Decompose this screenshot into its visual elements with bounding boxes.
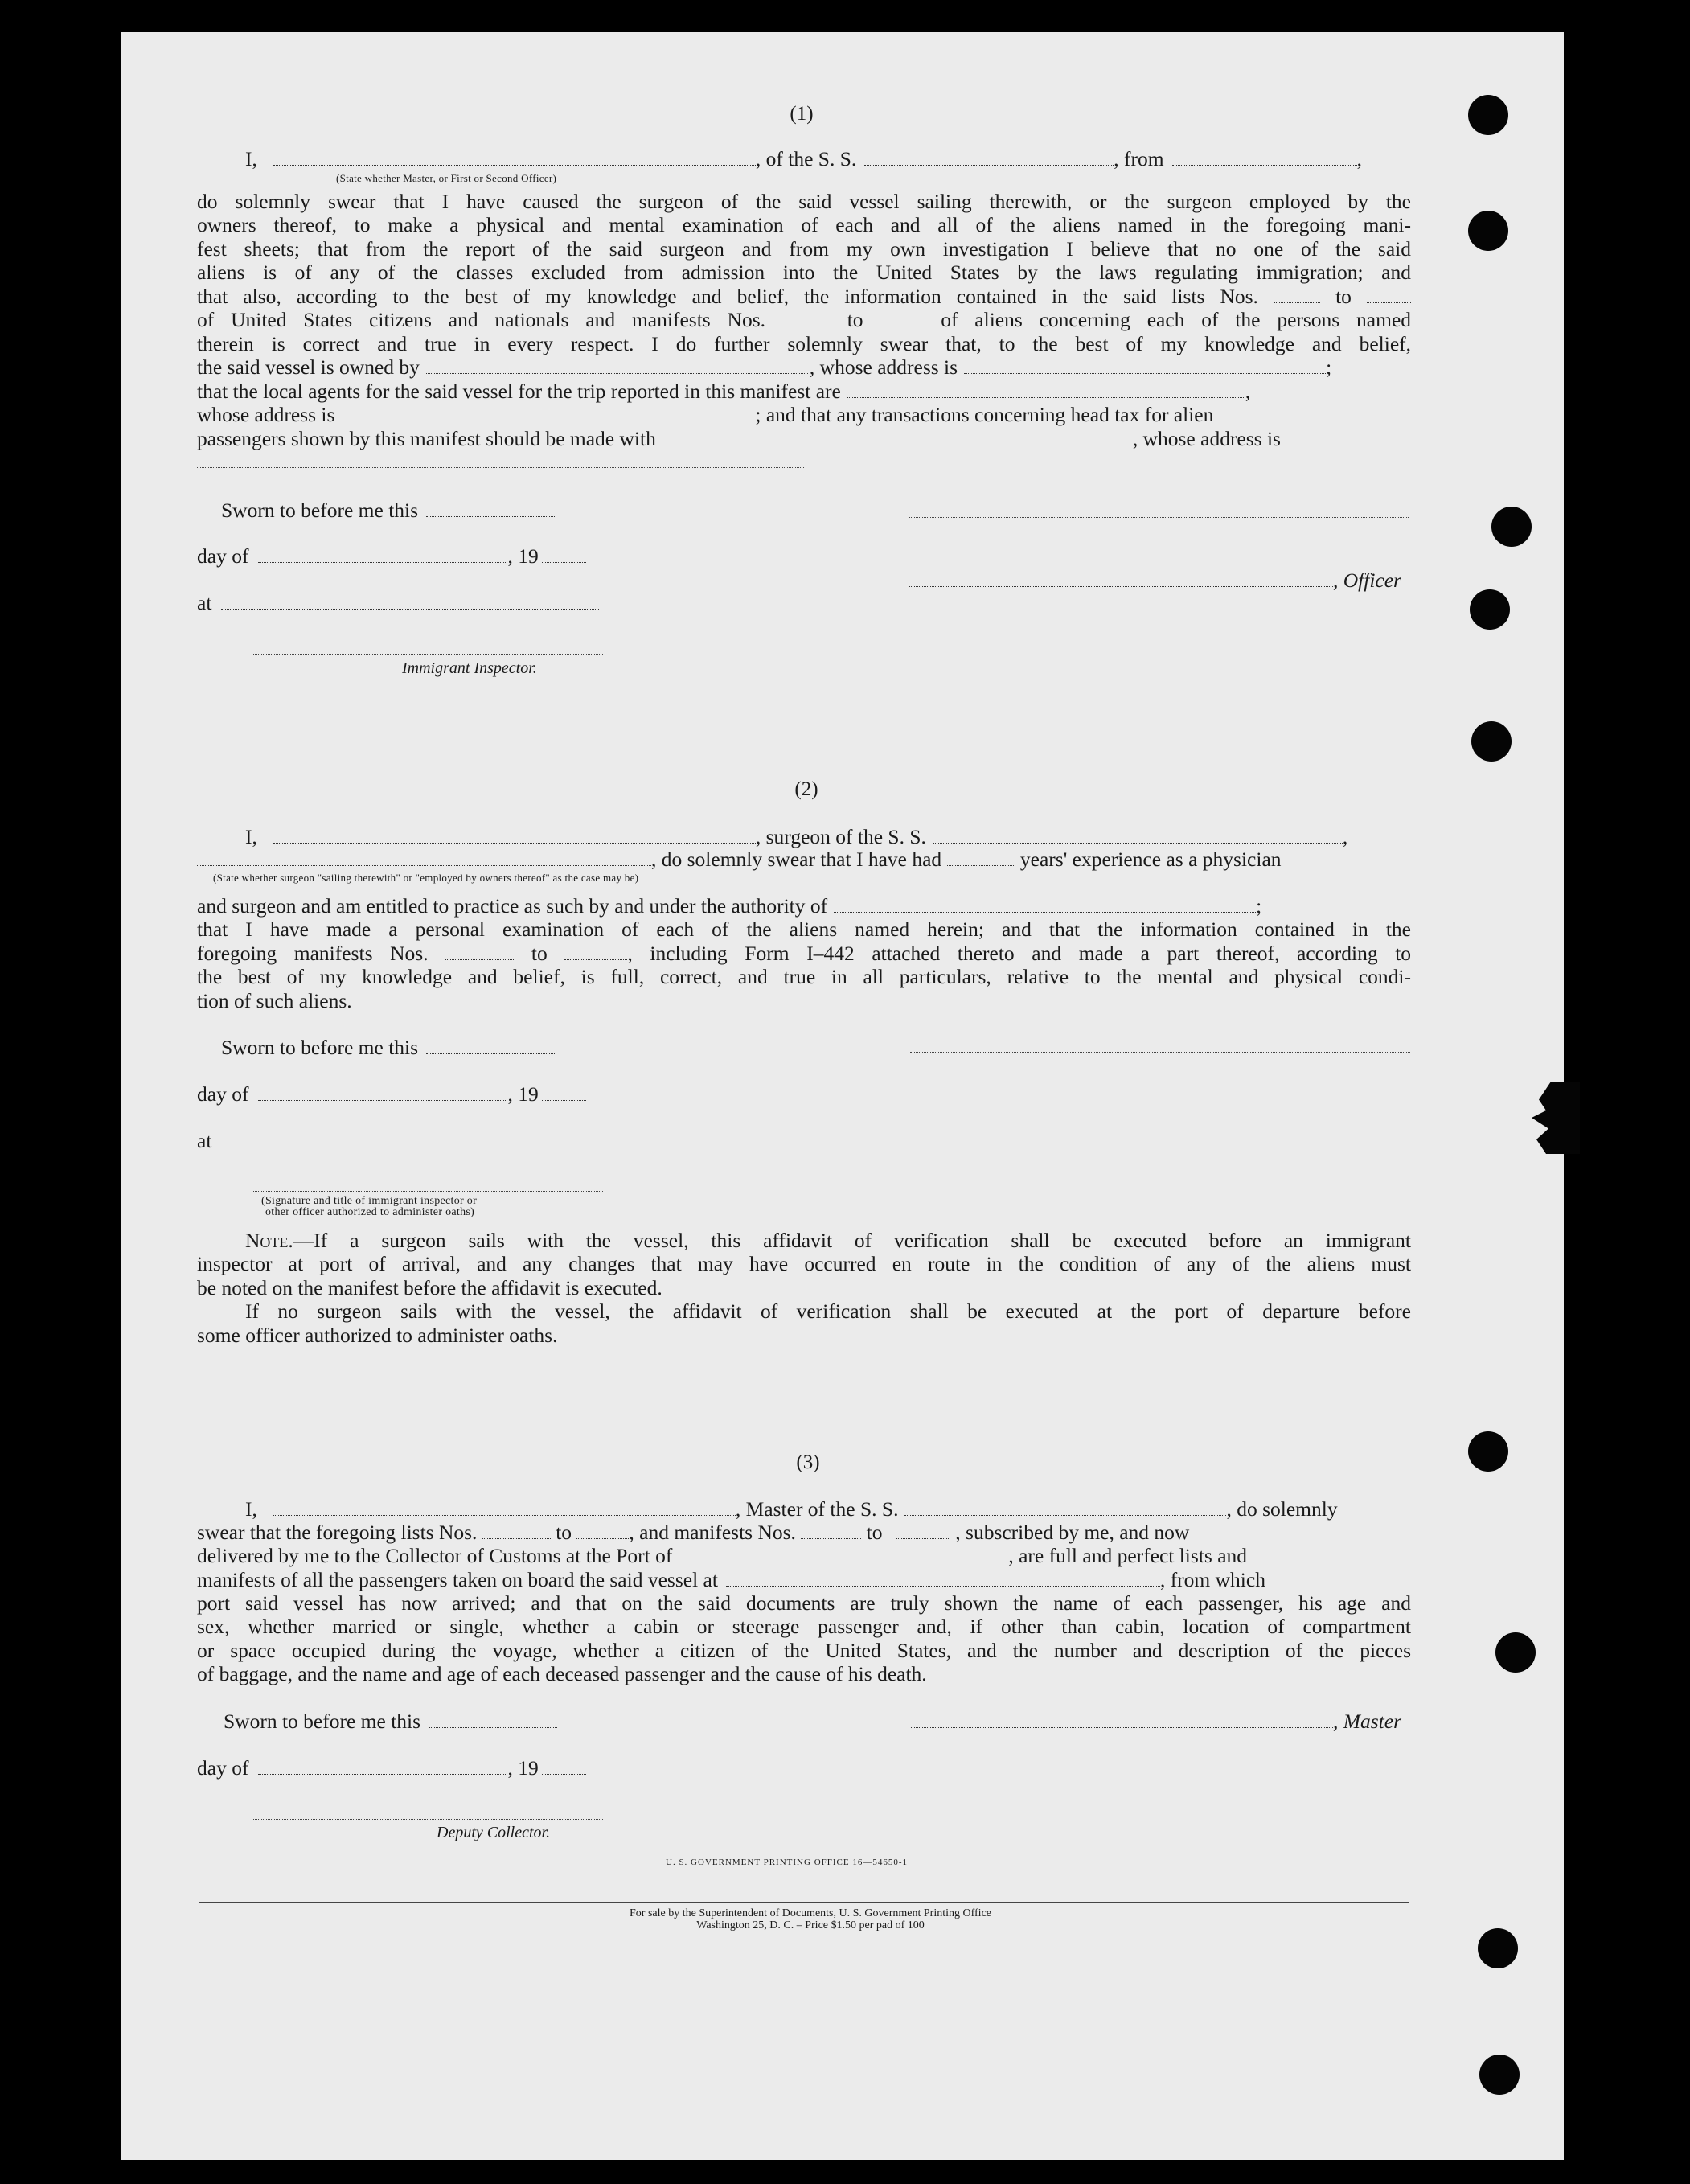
s3-text: sex, whether married or single, whether a cabin or steerage passenger and, if other than cabin, location of compartment xyxy=(197,1615,1411,1638)
binder-hole xyxy=(1479,2055,1520,2095)
section-1-number: (1) xyxy=(790,103,814,125)
s1-text: therein is correct and true in every respect. I do further solemnly swear that, to the best of my knowledge and belief, xyxy=(197,332,1411,355)
s2-at: at xyxy=(197,1129,599,1153)
s2-text: and surgeon and am entitled to practice as such by and under the authority of ; xyxy=(197,894,1262,918)
s1-inspector-line xyxy=(253,654,603,655)
s2-sig-caption: (Signature and title of immigrant inspector or xyxy=(261,1195,478,1207)
section-2-number: (2) xyxy=(794,778,818,800)
s1-text: that the local agents for the said vessel for the trip reported in this manifest are , xyxy=(197,380,1251,403)
s2-note: If no surgeon sails with the vessel, the affidavit of verification shall be executed at the port of departure before xyxy=(245,1299,1411,1323)
s3-line-2: swear that the foregoing lists Nos. to , and manifests Nos. to , subscribed by me, and now xyxy=(197,1521,1190,1544)
s3-text: port said vessel has now arrived; and that on the said documents are truly shown the name of each passenger, his age and xyxy=(197,1591,1411,1615)
s2-line-1: I, , surgeon of the S. S. , xyxy=(245,825,1348,848)
s1-text: aliens is of any of the classes excluded from admission into the United States by the laws regulating immigration; and xyxy=(197,261,1411,284)
s2-inspector-line xyxy=(253,1191,603,1192)
s3-line-4: manifests of all the passengers taken on board the said vessel at , from which xyxy=(197,1568,1265,1591)
s3-sworn: Sworn to before me this xyxy=(224,1710,557,1734)
s1-text: that also, according to the best of my knowledge and belief, the information contained in the said lists Nos. to xyxy=(197,285,1411,309)
s3-line-1: I, , Master of the S. S. , do solemnly xyxy=(245,1497,1338,1521)
s1-continuation-line xyxy=(197,467,804,468)
s1-text: owners thereof, to make a physical and mental examination of each and all of the aliens named in the foregoing mani- xyxy=(197,213,1411,236)
s1-sworn: Sworn to before me this xyxy=(221,499,555,523)
s2-text: tion of such aliens. xyxy=(197,989,352,1012)
s3-line-3: delivered by me to the Collector of Customs at the Port of , are full and perfect lists and xyxy=(197,1544,1248,1567)
s1-caption: (State whether Master, or First or Second Officer) xyxy=(336,172,557,184)
s1-text: of United States citizens and nationals and manifests Nos. to of aliens concerning each of the persons named xyxy=(197,308,1412,331)
binder-hole xyxy=(1471,721,1512,762)
s2-sworn: Sworn to before me this xyxy=(221,1036,555,1060)
s1-day-of: day of , 19 xyxy=(197,544,586,569)
s3-deputy-label: Deputy Collector. xyxy=(437,1824,551,1841)
gpo-imprint: U. S. GOVERNMENT PRINTING OFFICE 16—54650-1 xyxy=(666,1858,909,1867)
s2-caption: (State whether surgeon "sailing therewith" or "employed by owners thereof" as the case may be) xyxy=(213,872,639,884)
binder-hole xyxy=(1495,1632,1536,1673)
s2-line-2: , do solemnly swear that I have had years' experience as a physician xyxy=(197,848,1282,872)
section-3-number: (3) xyxy=(796,1451,820,1473)
binder-hole xyxy=(1470,589,1510,630)
s2-note: Note.—If a surgeon sails with the vessel, this affidavit of verification shall be executed before an immigrant xyxy=(245,1229,1411,1252)
s1-text: fest sheets; that from the report of the said surgeon and from my own investigation I believe that no one of the said xyxy=(197,237,1411,261)
s2-day-of: day of , 19 xyxy=(197,1082,586,1106)
s1-line-1: I, , of the S. S. , from , xyxy=(245,147,1362,170)
s3-text: or space occupied during the voyage, whether a citizen of the United States, and the number and description of the pieces xyxy=(197,1639,1411,1662)
s2-note: some officer authorized to administer oaths. xyxy=(197,1324,558,1347)
s3-deputy-line xyxy=(253,1819,603,1820)
s1-signature-line xyxy=(909,517,1409,518)
s1-officer: , Officer xyxy=(909,569,1401,593)
s1-at: at xyxy=(197,591,599,615)
s1-text: whose address is ; and that any transactions concerning head tax for alien xyxy=(197,403,1214,426)
s1-inspector-label: Immigrant Inspector. xyxy=(402,659,537,677)
s2-note: be noted on the manifest before the affidavit is executed. xyxy=(197,1276,662,1299)
s1-text: passengers shown by this manifest should be made with , whose address is xyxy=(197,427,1281,450)
footer-rule xyxy=(199,1902,1409,1903)
sale-notice: Washington 25, D. C. – Price $1.50 per pad of 100 xyxy=(696,1919,925,1932)
s2-sig-caption: other officer authorized to administer oaths) xyxy=(265,1206,475,1218)
s1-text: the said vessel is owned by , whose address is ; xyxy=(197,355,1332,379)
s2-signature-line xyxy=(910,1052,1410,1053)
binder-hole xyxy=(1468,95,1508,135)
s2-text: that I have made a personal examination of each of the aliens named herein; and that the information contained in the xyxy=(197,918,1411,941)
sale-notice: For sale by the Superintendent of Documents, U. S. Government Printing Office xyxy=(630,1907,991,1919)
s2-text: foregoing manifests Nos. to , including Form I–442 attached thereto and made a part thereof, according to xyxy=(197,942,1412,965)
binder-hole xyxy=(1478,1928,1518,1968)
binder-hole xyxy=(1468,1431,1508,1472)
s3-master: , Master xyxy=(911,1710,1401,1734)
s2-text: the best of my knowledge and belief, is full, correct, and true in all particulars, relative to the mental and physical condi- xyxy=(197,965,1411,988)
s2-note: inspector at port of arrival, and any changes that may have occurred en route in the condition of any of the aliens must xyxy=(197,1252,1411,1275)
s1-text: do solemnly swear that I have caused the surgeon of the said vessel sailing therewith, or the surgeon employed by the xyxy=(197,190,1411,213)
s3-text: of baggage, and the name and age of each deceased passenger and the cause of his death. xyxy=(197,1662,927,1685)
binder-hole xyxy=(1491,507,1532,547)
s3-day-of: day of , 19 xyxy=(197,1756,586,1780)
binder-hole xyxy=(1468,211,1508,251)
